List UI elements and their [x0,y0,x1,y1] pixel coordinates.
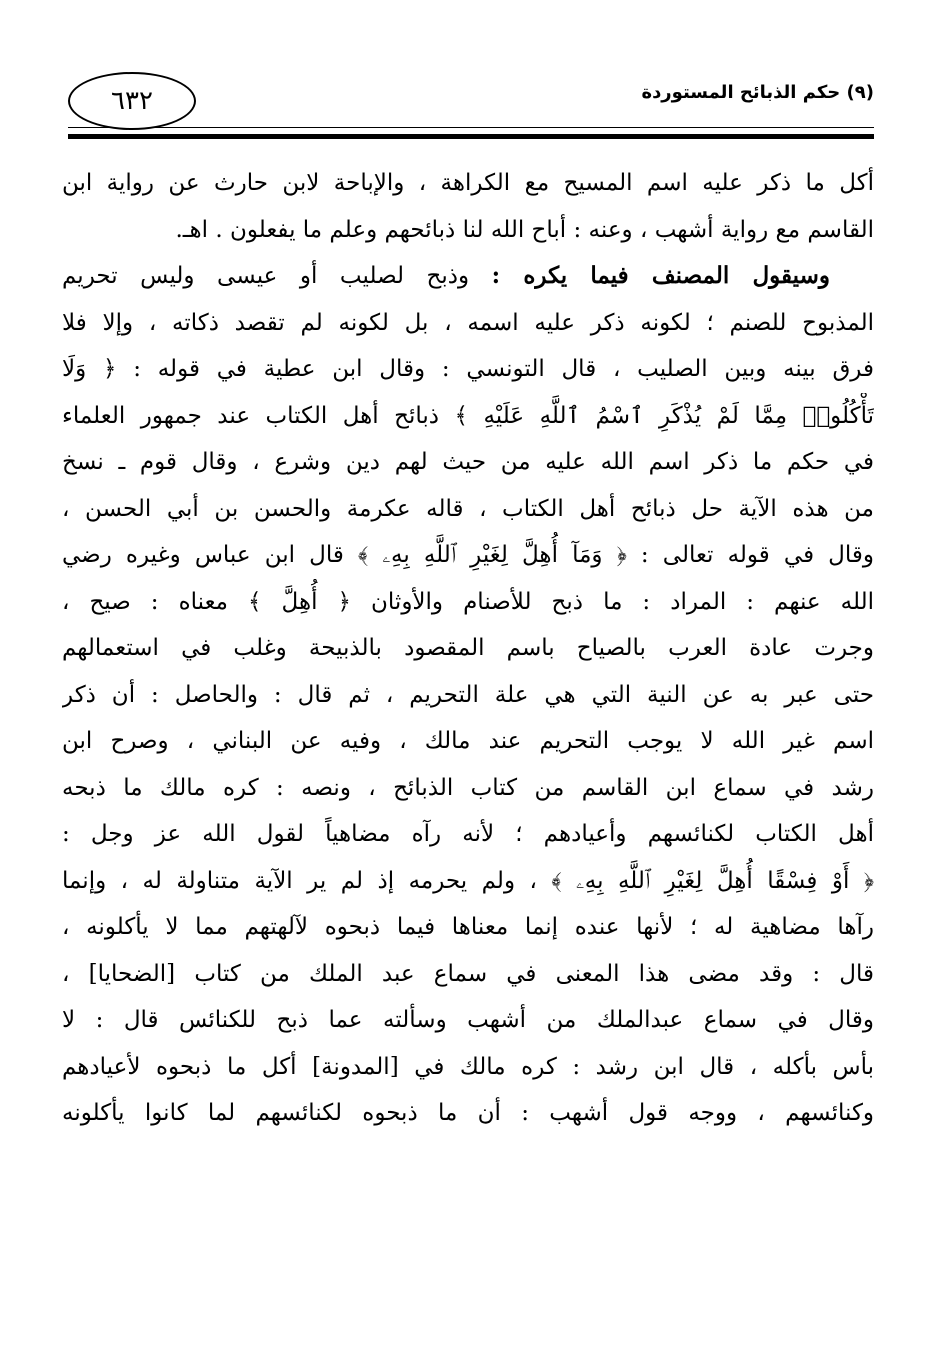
text-line-1: أكل ما ذكر عليه اسم المسيح مع الكراهة ، والإباحة لابن حارث عن رواية ابن [62,170,874,196]
text-line-12: حتى عبر به عن النية التي هي علة التحريم ، ثم قال : والحاصل : أن ذكر [62,681,874,708]
text-line-18: قال : وقد مضى هذا المعنى في سماع عبد الملك من كتاب [الضحايا] ، [62,960,874,987]
header-rule-thin [68,127,874,128]
text-line-19: وقال في سماع عبدالملك من أشهب وسألته عما ذبح للكنائس قال : لا [62,1007,874,1033]
header-rule-thick [68,134,874,139]
text-line-8: من هذه الآية حل ذبائح أهل الكتاب ، قاله عكرمة والحسن بن أبي الحسن ، [62,495,874,522]
text-line-2: القاسم مع رواية أشهب ، وعنه : أباح الله لنا ذبائحهم وعلم ما يفعلون . اهـ. [175,216,874,243]
text-line-7: في حكم ما ذكر اسم الله عليه من حيث لهم دين وشرع ، وقال قوم ـ نسخ [62,449,874,475]
text-line-4: المذبوح للصنم ؛ لكونه ذكر عليه اسمه ، بل لكونه لم تقصد ذكاته ، وإلا فلا [62,309,874,336]
page-number: ٦٣٢ [111,86,153,116]
running-title: (٩) حكم الذبائح المستوردة [641,82,874,103]
text-line-3 [62,253,874,300]
text-line-6: تَأْكُلُوا۟ مِمَّا لَمْ يُذْكَرِ ٱسْمُ ٱللَّهِ عَلَيْهِ ﴾ ذبائح أهل الكتاب عند جمهور العلماء [62,402,874,429]
text-line-17: رآها مضاهية له ؛ لأنها عنده إنما معناها فيما ذبحوه لآلهتهم مما لا يأكلونه ، [62,914,874,940]
text-line-10: الله عنهم : المراد : ما ذبح للأصنام والأوثان ﴿ أُهِلَّ ﴾ معناه : صيح ، [62,588,874,615]
text-line-5: فرق بينه وبين الصليب ، قال التونسي : وقال ابن عطية في قوله : ﴿ وَلَا [62,356,874,382]
body-text [62,160,874,1137]
page-header [68,72,874,142]
text-line-16: ﴿ أَوْ فِسْقًا أُهِلَّ لِغَيْرِ ٱللَّهِ بِهِۦ ﴾ ، ولم يحرمه إذ لم ير الآية متناولة له ، وإنما [62,867,874,894]
text-line-9: وقال في قوله تعالى : ﴿ وَمَآ أُهِلَّ لِغَيْرِ ٱللَّهِ بِهِۦ ﴾ قال ابن عباس وغيره رضي [62,542,874,568]
bold-lead: وسيقول المصنف فيما يكره : [491,262,830,289]
text-line-20: بأس بأكله ، قال ابن رشد : كره مالك في [المدونة] أكل ما ذبحوه لأعيادهم [62,1053,874,1080]
text-line-11: وجرت عادة العرب بالصياح باسم المقصود بالذبيحة وغلب في استعمالهم [62,635,874,661]
text-line-15: أهل الكتاب لكنائسهم وأعيادهم ؛ لأنه رآه مضاهياً لقول الله عز وجل : [62,821,874,847]
text-line-21: وكنائسهم ، ووجه قول أشهب : أن ما ذبحوه لكنائسهم لما كانوا يأكلونه [62,1100,874,1126]
text-line-13: اسم غير الله لا يوجب التحريم عند مالك ، وفيه عن البناني ، وصرح ابن [62,728,874,754]
text-line-3-rest: وذبح لصليب أو عيسى وليس تحريم [62,263,492,289]
page-number-badge [68,72,196,130]
text-line-14: رشد في سماع ابن القاسم من كتاب الذبائح ، ونصه : كره مالك ما ذبحه [62,774,874,801]
